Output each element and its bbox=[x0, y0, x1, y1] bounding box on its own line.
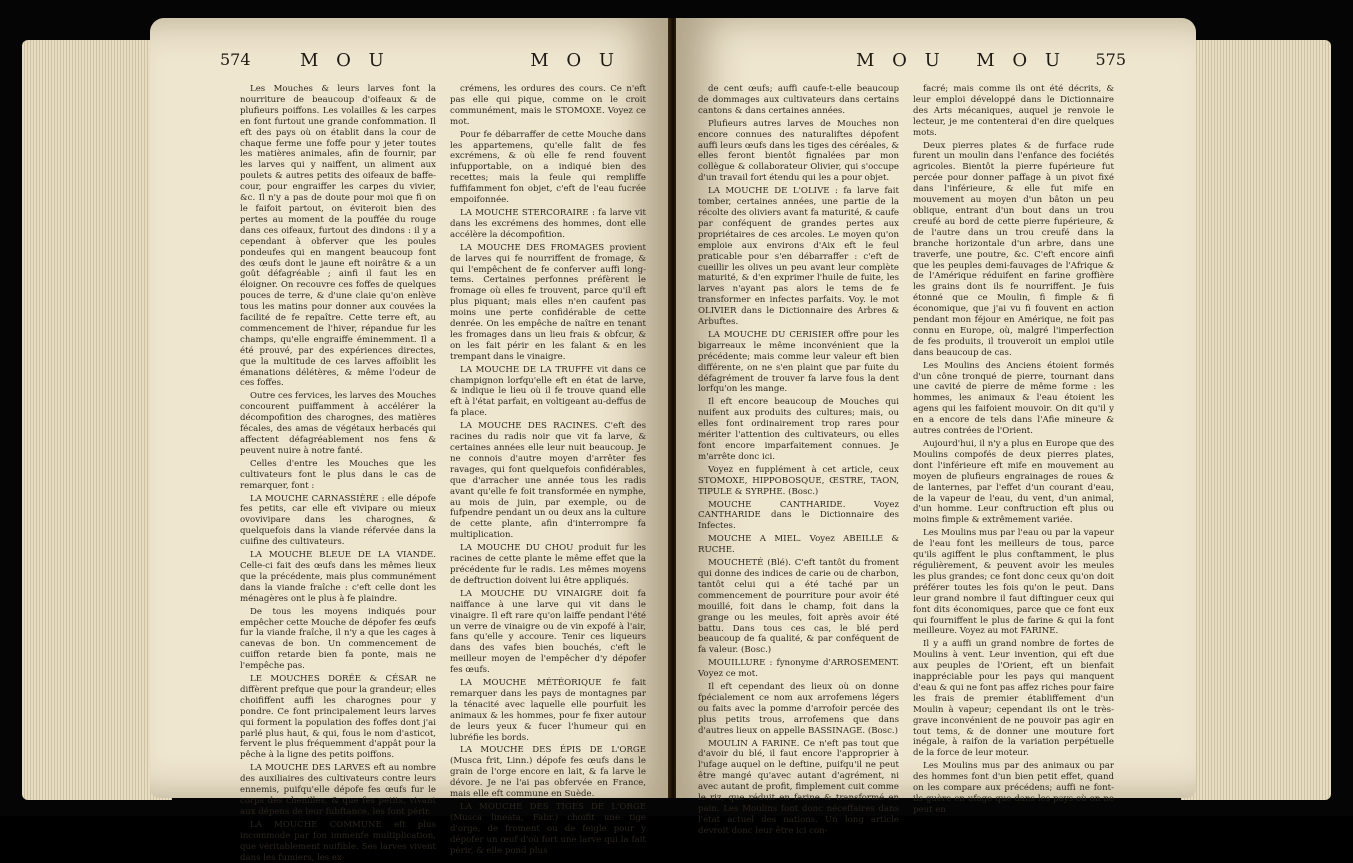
paragraph: LA MOUCHE DES RACINES. C'eft des racines du radis noir que vit fa larve, & certaines années elle leur nuit beaucoup. Je ne connois d'autre moyen d'arrêter fes ravages, qui font quelquefois confidérables, que d'arracher une année tous les radis avant qu'elle fe foit transformée en nymphe, au mois de juin, par exemple, ou de fufpendre pendant un ou deux ans la culture de cette plante, afin d'interrompre fa multiplication. bbox=[450, 421, 646, 541]
right-columns bbox=[698, 84, 1114, 836]
paragraph: MOUCHETÉ (Blé). C'eft tantôt du froment qui donne des indices de carie ou de charbon, tantôt celui qui a été taché par un commencement de pourriture pour avoir été mouillé, foit dans le champ, foit dans la grange ou les meules, foit après avoir été battu. Dans tous ces cas, le blé perd beaucoup de fa qualité, & par conféquent de fa valeur. (Bosc.) bbox=[698, 558, 899, 656]
paragraph: Les Moulins mus par l'eau ou par la vapeur de l'eau font les meilleurs de tous, parce qu'ils agiffent le plus conftamment, le plus régulièrement, & peuvent avoir les meules les plus grandes; ce font donc ceux qu'on doit préférer toutes les fois qu'on le peut. Dans leur grand nombre il faut diftinguer ceux qui font dits économiques, parce que ce font eux qui fourniffent le plus de farine & qui la font meilleure. Voyez au mot FARINE. bbox=[913, 528, 1114, 637]
paragraph: facré; mais comme ils ont été décrits, & leur emploi développé dans le Dictionnaire des Arts mécaniques, auquel je renvoie le lecteur, je me contenterai d'en dire quelques mots. bbox=[913, 84, 1114, 138]
right-head-left: M O U bbox=[856, 50, 946, 71]
paragraph: Aujourd'hui, il n'y a plus en Europe que des Moulins compofés de deux pierres plates, dont l'inférieure eft mife en mouvement au moyen de plufieurs engrainages de roues & de lanternes, par l'effet d'un courant d'eau, de la vapeur de l'eau, du vent, d'un animal, d'un homme. Leur conftruction eft plus ou moins fimple & extrêmement variée. bbox=[913, 439, 1114, 526]
paragraph: crémens, les ordures des cours. Ce n'eft pas elle qui pique, comme on le croit communément, mais le STOMOXE. Voyez ce mot. bbox=[450, 84, 646, 127]
right-head-right: M O U bbox=[976, 50, 1066, 71]
left-column-2 bbox=[450, 84, 646, 856]
paragraph: Voyez en fupplément à cet article, ceux STOMOXE, HIPPOBOSQUE, ŒSTRE, TAON, TIPULE & SYRPHE. (Bosc.) bbox=[698, 464, 899, 497]
paragraph: LA MOUCHE MÉTÉORIQUE fe fait remarquer dans les pays de montagnes par la ténacité avec laquelle elle pourfuit les animaux & les hommes, pour fe fixer autour de leurs yeux & fucer l'humeur qui en lubréfie les bords. bbox=[450, 678, 646, 743]
paragraph: LA MOUCHE DU CHOU produit fur les racines de cette plante le même effet que la précédente fur le radis. Les mêmes moyens de deftruction doivent lui être appliqués. bbox=[450, 543, 646, 586]
paragraph: MOUCHE A MIEL. Voyez ABEILLE & RUCHE. bbox=[698, 534, 899, 556]
paragraph: Deux pierres plates & de furface rude furent un moulin dans l'enfance des fociétés agricoles. Bientôt la pierre fupérieure fut percée pour donner paffage à un pivot fixé dans l'inférieure, & elle fut mife en mouvement au moyen d'un bâton un peu oblique, entrant d'un bout dans un trou creufé au bord de cette pierre fupérieure, & de l'autre dans un trou creufé dans la branche horizontale d'un arbre, dans une traverfe, une poutre, &c. C'eft encore ainfi que les peuples demi-fauvages de l'Afrique & de l'Amérique réduifent en farine groffière les grains dont ils fe nourriffent. Je fuis étonné que ce Moulin, fi fimple & fi économique, que j'ai vu fi fouvent en action pendant mon féjour en Amérique, ne foit pas connu en Europe, où, malgré l'imperfection de fes produits, il trouveroit un emploi utile dans beaucoup de cas. bbox=[913, 140, 1114, 358]
left-column-1 bbox=[240, 84, 436, 863]
right-running-head bbox=[706, 50, 1126, 74]
left-head-left: M O U bbox=[300, 50, 390, 71]
paragraph: LA MOUCHE CARNASSIÈRE : elle dépofe fes petits, car elle eft vivipare ou mieux ovovivipare dans les charognes, & quelquefois dans la viande réfervée dans la cuifine des cultivateurs. bbox=[240, 493, 436, 548]
paragraph: LA MOUCHE DES TIGES DE L'ORGE (Musca lineata, Fabr.) choifit une tige d'orge, de froment ou de feigle pour y dépofer un œuf d'où fort une larve qui la fait périr, & elle pond plus bbox=[450, 802, 646, 856]
paragraph: Pour fe débarraffer de cette Mouche dans les appartemens, qu'elle falit de fes excrémens, & où elle fe rend fouvent infupportable, on a indiqué bien des recettes; mais la feule qui rempliffe fuffifamment fon objet, c'eft de l'eau fucrée empoifonnée. bbox=[450, 129, 646, 206]
paragraph: Outre ces fervices, les larves des Mouches concourent puiffamment à accélérer la décompofition des charognes, des matières fécales, des amas de végétaux herbacés qui affectent défagréablement nos fens & peuvent nuire à notre fanté. bbox=[240, 391, 436, 456]
left-running-head bbox=[220, 50, 640, 74]
paragraph: MOUCHE CANTHARIDE. Voyez CANTHARIDE dans le Dictionnaire des Infectes. bbox=[698, 499, 899, 532]
paragraph: Les Moulins mus par des animaux ou par des hommes font d'un bien petit effet, quand on les compare aux précédens; auffi ne font-ils guère en ufage que dans les pays où on ne peut en bbox=[913, 761, 1114, 815]
paragraph: Celles d'entre les Mouches que les cultivateurs font le plus dans le cas de remarquer, font : bbox=[240, 458, 436, 491]
paragraph: LA MOUCHE DE LA TRUFFE vit dans ce champignon lorfqu'elle eft en état de larve, & indique le lieu où il fe trouve quand elle eft à l'état parfait, en voltigeant au-deffus de fa place. bbox=[450, 364, 646, 419]
paragraph: de cent œufs; auffi caufe-t-elle beaucoup de dommages aux cultivateurs dans certains cantons & dans certaines années. bbox=[698, 84, 899, 116]
paragraph: LA MOUCHE DES LARVES eft au nombre des auxiliaires des cultivateurs contre leurs ennemis, puifqu'elle dépofe fes œufs fur le corps des chenilles, & que fes petits, vivant aux dépens de leur fubftance, les font périr. bbox=[240, 763, 436, 817]
right-page-edges bbox=[1181, 40, 1331, 800]
paragraph: MOULIN A FARINE. Ce n'eft pas tout que d'avoir du blé, il faut encore l'approprier à l'ufage auquel on le deftine, puifqu'il ne peut être mangé qu'avec autant d'agrément, ni avec autant de profit, fimplement cuit comme le riz, que réduit en farine & transformé en pain. Les Moulins font donc néceffaires dans l'état actuel des nations. Un long article devroit donc leur être ici con- bbox=[698, 738, 899, 836]
left-page-number: 574 bbox=[220, 50, 251, 69]
right-page-number: 575 bbox=[1095, 50, 1126, 69]
paragraph: LA MOUCHE COMMUNE eft plus incommode par fon immenfe multiplication, que véritablement nuifible. Ses larves vivent dans les fumiers, les ex- bbox=[240, 819, 436, 863]
paragraph: Il eft cependant des lieux où on donne fpécialement ce nom aux arrofemens légers ou faits avec la pomme d'arrofoir percée des plus petits trous, arrofemens que dans d'autres lieux on appelle BASSINAGE. (Bosc.) bbox=[698, 682, 899, 736]
left-head-right: M O U bbox=[530, 50, 620, 71]
paragraph: Les Moulins des Anciens étoient formés d'un cône tronqué de pierre, tournant dans une cavité de pierre de même forme : les hommes, les animaux & l'eau étoient les agens qui les faifoient mouvoir. On dit qu'il y en a encore de tels dans l'Afie mineure & autres contrées de l'Orient. bbox=[913, 360, 1114, 437]
paragraph: Plufieurs autres larves de Mouches non encore connues des naturaliftes dépofent auffi leurs œufs dans les tiges des céréales, & elles feront bientôt fignalées par mon collègue & collaborateur Olivier, qui s'occupe d'un travail fort étendu qui les a pour objet. bbox=[698, 118, 899, 184]
paragraph: LA MOUCHE STERCORAIRE : fa larve vit dans les excrémens des hommes, dont elle accélère la décompofition. bbox=[450, 207, 646, 240]
paragraph: LA MOUCHE BLEUE DE LA VIANDE. Celle-ci fait des œufs dans les mêmes lieux que la précédente, mais plus communément dans la viande fraîche : c'eft celle dont les ménagères ont le plus à fe plaindre. bbox=[240, 550, 436, 604]
left-page bbox=[150, 18, 670, 863]
paragraph: LA MOUCHE DE L'OLIVE : fa larve fait tomber, certaines années, une partie de la récolte des oliviers avant fa maturité, & caufe par conféquent de grandes pertes aux propriétaires de ces arcoles. Le moyen qu'on emploie aux environs d'Aix eft le feul praticable pour s'en débarraffer : c'eft de cueillir les olives un peu avant leur complète maturité, & d'en exprimer l'huile de fuite, les larves n'ayant pas alors le tems de fe transformer en infectes parfaits. Voy. le mot OLIVIER dans le Dictionnaire des Arbres & Arbuftes. bbox=[698, 186, 899, 328]
paragraph: LA MOUCHE DES ÉPIS DE L'ORGE (Musca frit, Linn.) dépofe fes œufs dans le grain de l'orge encore en lait, & fa larve le dévore. Je ne l'ai pas obfervée en France, mais elle eft commune en Suède. bbox=[450, 745, 646, 800]
right-column-2 bbox=[913, 84, 1114, 815]
right-column-1 bbox=[698, 84, 899, 836]
paragraph: De tous les moyens indiqués pour empêcher cette Mouche de dépofer fes œufs fur la viande fraîche, il n'y a que les cages à canevas de bon. Un commencement de cuiffon retarde bien fa ponte, mais ne l'empêche pas. bbox=[240, 606, 436, 672]
right-page bbox=[676, 18, 1196, 836]
paragraph: LE MOUCHES DORÉE & CÉSAR ne diffèrent prefque que pour la grandeur; elles choififfent auffi les charognes pour y pondre. Ce font principalement leurs larves qui forment la population des foffes dont j'ai parlé plus haut, & qui, fous le nom d'asticot, fervent le plus fréquemment d'appât pour la pêche à la ligne des petits poiffons. bbox=[240, 674, 436, 761]
paragraph: LA MOUCHE DES FROMAGES provient de larves qui fe nourriffent de fromage, & qui l'empêchent de fe conferver auffi long-tems. Certaines perfonnes préfèrent le fromage où elles fe trouvent, parce qu'il eft plus piquant; mais elles n'en caufent pas moins une perte confidérable de cette denrée. On les empêche de naître en tenant les fromages dans un lieu frais & obfcur, & on les fait périr en les falant & en les trempant dans le vinaigre. bbox=[450, 242, 646, 362]
paragraph: Il y a auffi un grand nombre de fortes de Moulins à vent. Leur invention, qui eft due aux peuples de l'Orient, eft un bienfait inappréciable pour les pays qui manquent d'eau & qui ne font pas affez riches pour faire les frais de premier établiffement d'un Moulin à vapeur; cependant ils ont le très-grave inconvénient de ne pouvoir pas agir en tout tems, & de donner une mouture fort inégale, à raifon de la variation perpétuelle de la force de leur moteur. bbox=[913, 639, 1114, 759]
left-columns bbox=[240, 84, 646, 863]
paragraph: Les Mouches & leurs larves font la nourriture de beaucoup d'oifeaux & de plufieurs poiffons. Les volailles & les carpes en font furtout une grande confommation. Il eft des pays où on établit dans la cour de chaque ferme une foffe pour y jeter toutes les matières animales, afin de fournir, par les larves qui y naiffent, un aliment aux poulets & autres petits des oifeaux de baffe-cour, pour engraiffer les carpes du vivier, &c. Il n'y a pas de doute pour moi que fi on le faifoit partout, on éviteroit bien des pertes au moment de la pouffée du rouge dans ces oifeaux, furtout des dindons : il y a cependant à obferver que les poules pondeufes qui en mangent beaucoup font des œufs dont le jaune eft noirâtre & a un goût défagréable ; ainfi il faut les en éloigner. On recouvre ces foffes de quelques pouces de terre, & d'une claie qu'on enlève tous les matins pour donner aux couvées la facilité de fe repaître. Cette terre eft, au commencement de l'hiver, répandue fur les champs, qu'elle engraiffe éminemment. Il a été prouvé, par des expériences directes, que la multitude de ces larves affoiblit les émanations délétères, & même l'odeur de ces foffes. bbox=[240, 84, 436, 389]
paragraph: MOUILLURE : fynonyme d'ARROSEMENT. Voyez ce mot. bbox=[698, 658, 899, 680]
paragraph: LA MOUCHE DU CERISIER offre pour les bigarreaux le même inconvénient que la précédente; mais comme leur valeur eft bien différente, on ne s'en plaint que par fuite du défagrément de trouver fa larve fous la dent lorfqu'on les mange. bbox=[698, 329, 899, 395]
paragraph: LA MOUCHE DU VINAIGRE doit fa naiffance à une larve qui vit dans le vinaigre. Il eft rare qu'on laiffe pendant l'été un verre de vinaigre ou de vin expofé à l'air, fans qu'elle y accoure. Tenir ces liqueurs dans des vafes bien bouchés, c'eft le meilleur moyen de l'empêcher d'y dépofer fes œufs. bbox=[450, 588, 646, 676]
paragraph: Il eft encore beaucoup de Mouches qui nuifent aux produits des cultures; mais, ou elles font ordinairement trop rares pour mériter l'attention des cultivateurs, ou elles font encore imparfaitement connues. Je m'arrête donc ici. bbox=[698, 397, 899, 462]
